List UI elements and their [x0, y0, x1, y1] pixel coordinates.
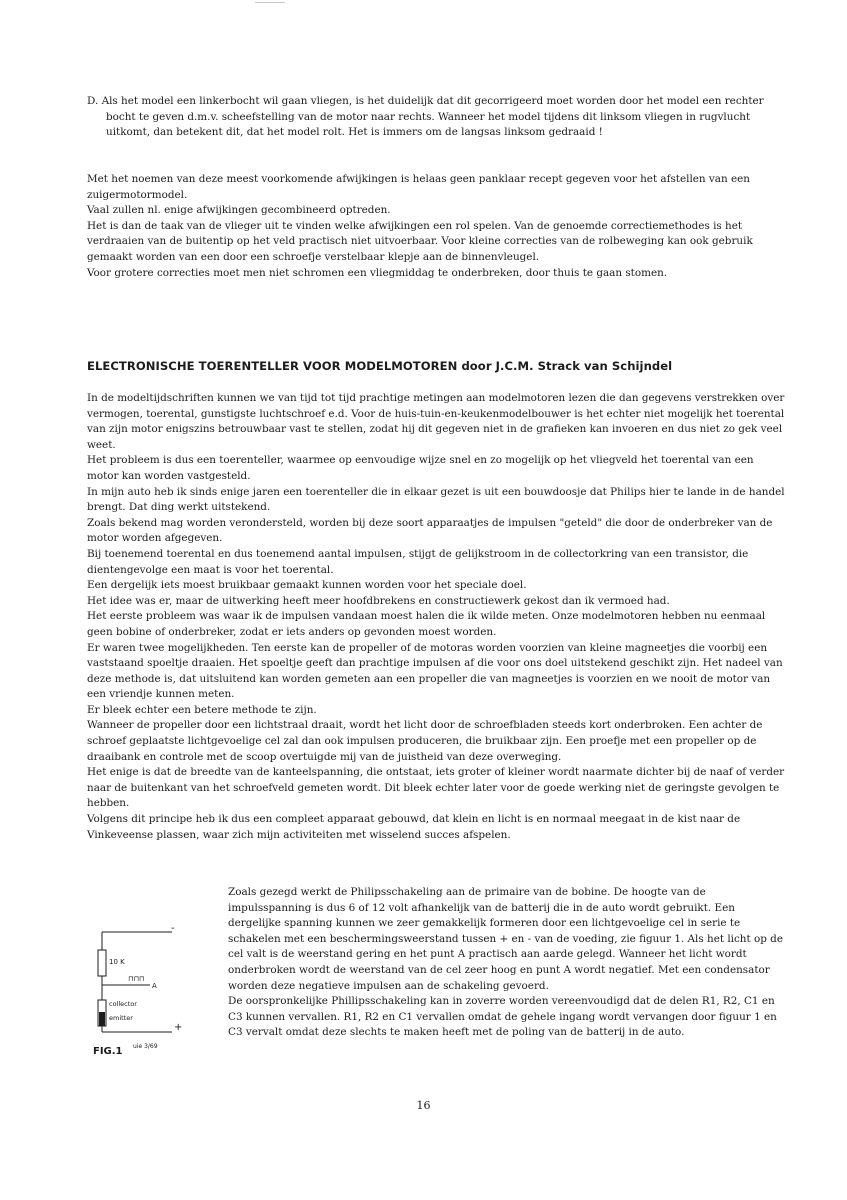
paragraph: Bij toenemend toerental en dus toenemend aantal impulsen, stijgt de gelijkstroom in de collectorkring van een transistor, die dientengevolge een maat is voor het toerental.	[87, 547, 749, 576]
paragraph: In de modeltijdschriften kunnen we van tijd tot tijd prachtige metingen aan modelmotoren lezen die dan gegevens verstrekken over vermogen, toerental, gunstigste luchtschroef e.d. Voor de huis-tuin-en-keukenmodelbouwer is het echter niet mogelijk het toerental van zijn motor enigszins betrouwbaar vast te stellen, zodat hij dit gegeven niet in de grafieken kan invoeren en dus niet zo gek veel weet.	[87, 392, 785, 451]
emitter-label: emitter	[109, 1014, 133, 1022]
page-number: 16	[416, 1099, 431, 1112]
paragraph: Het idee was er, maar de uitwerking heeft meer hoofdbrekens en constructiewerk gekost dan ik vermoed had.	[87, 594, 670, 607]
paragraph: Een dergelijk iets moest bruikbaar gemaakt kunnen worden voor het speciale doel.	[87, 579, 527, 592]
article-heading: ELECTRONISCHE TOERENTELLER VOOR MODELMOTOREN door J.C.M. Strack van Schijndel	[87, 359, 673, 373]
section-d-marker: D.	[87, 95, 99, 107]
paragraph: Voor grotere correcties moet men niet schromen een vliegmiddag te onderbreken, door thuis te gaan stomen.	[87, 266, 668, 279]
minus-label: -	[171, 923, 175, 934]
circuit-figure	[88, 920, 208, 1060]
figure-caption: FIG.1	[93, 1046, 123, 1057]
point-a-label: A	[152, 982, 157, 990]
scan-mark	[255, 2, 285, 3]
paragraph: Zoals gezegd werkt de Philipsschakeling aan de primaire van de bobine. De hoogte van de impulsspanning is dus 6 of 12 volt afhankelijk van de batterij die in de auto wordt gebruikt. Een dergelijke spanning kunnen we zeer gemakkelijk formeren door een lichtgevoelige cel in serie te schakelen met een beschermingsweerstand tussen + en - van de voeding, zie figuur 1. Als het licht op de cel valt is de weerstand gering en het punt A practisch aan aarde gelegd. Wanneer het licht wordt onderbroken wordt de weerstand van de cel zeer hoog en punt A wordt negatief. Met een condensator worden deze negatieve impulsen aan de schakeling gevoerd.	[228, 886, 783, 992]
paragraph: Met het noemen van deze meest voorkomende afwijkingen is helaas geen panklaar recept gegeven voor het afstellen van een zuigermotormodel.	[87, 173, 750, 201]
resistor-label: 10 K	[109, 958, 125, 966]
article-body-beside-figure	[228, 885, 783, 1041]
section-d	[87, 94, 787, 141]
plus-label: +	[174, 1022, 183, 1033]
figure-source-note: uie 3/69	[133, 1043, 158, 1050]
collector-label: collector	[109, 1000, 137, 1008]
intro-paragraphs	[87, 172, 787, 281]
paragraph: Zoals bekend mag worden verondersteld, worden bij deze soort apparaatjes de impulsen "geteld" die door de onderbreker van de motor worden afgegeven.	[87, 516, 773, 545]
paragraph: Volgens dit principe heb ik dus een compleet apparaat gebouwd, dat klein en licht is en normaal meegaat in de kist naar de Vinkeveense plassen, waar zich mijn activiteiten met wisselend succes afspelen.	[87, 813, 741, 841]
paragraph: Er waren twee mogelijkheden. Ten eerste kan de propeller of de motoras worden voorzien van kleine magneetjes die voorbij een vaststaand spoeltje draaien. Het spoeltje geeft dan prachtige impulsen af die voor ons doel uitstekend geschikt zijn. Het nadeel van deze methode is, dat uitsluitend kan worden gemeten aan een propeller die van magneetjes is voorzien en we nooit de motor van een vriendje kunnen meten.	[87, 641, 783, 701]
photocell-fill	[99, 1012, 105, 1026]
section-d-text: Als het model een linkerbocht wil gaan vliegen, is het duidelijk dat dit gecorrigeerd moet worden door het model een rechter bocht te geven d.m.v. scheefstelling van de motor naar rechts. Wanneer het model tijdens dit linksom vliegen in rugvlucht uitkomt, dan betekent dit, dat het model rolt. Het is immers om de langsas linksom gedraaid !	[101, 95, 764, 139]
paragraph: Het enige is dat de breedte van de kanteelspanning, die ontstaat, iets groter of kleiner wordt naarmate dichter bij de naaf of verder naar de buitenkant van het schroefveld gemeten wordt. Dit bleek echter later voor de goede werking niet de geringste gevolgen te hebben.	[87, 766, 785, 810]
paragraph: De oorspronkelijke Phillipsschakeling kan in zoverre worden vereenvoudigd dat de delen R1, R2, C1 en C3 kunnen vervallen. R1, R2 en C1 vervallen omdat de gehele ingang wordt vervangen door figuur 1 en C3 vervalt omdat deze slechts te maken heeft met de poling van de batterij in de auto.	[228, 995, 777, 1039]
paragraph: Het probleem is dus een toerenteller, waarmee op eenvoudige wijze snel en zo mogelijk op het vliegveld het toerental van een motor kan worden vastgesteld.	[87, 454, 754, 482]
article-body	[87, 391, 787, 843]
paragraph: Vaal zullen nl. enige afwijkingen gecombineerd optreden.	[87, 204, 391, 217]
paragraph: In mijn auto heb ik sinds enige jaren een toerenteller die in elkaar gezet is uit een bouwdoosje dat Philips hier te lande in de handel brengt. Dat ding werkt uitstekend.	[87, 485, 785, 514]
paragraph: Wanneer de propeller door een lichtstraal draait, wordt het licht door de schroefbladen steeds kort onderbroken. Een achter de schroef geplaatste lichtgevoelige cel zal dan ook impulsen produceren, die bruikbaar zijn. Een proefje met een propeller op de draaibank en controle met de scoop overtuigde mij van de juistheid van deze overweging.	[87, 719, 763, 763]
paragraph: Het eerste probleem was waar ik de impulsen vandaan moest halen die ik wilde meten. Onze modelmotoren hebben nu eenmaal geen bobine of onderbreker, zodat er iets anders op gevonden moest worden.	[87, 610, 766, 638]
pulse-symbol: ⊓⊓⊓	[128, 975, 145, 983]
paragraph: Er bleek echter een betere methode te zijn.	[87, 703, 317, 716]
paragraph: Het is dan de taak van de vlieger uit te vinden welke afwijkingen een rol spelen. Van de genoemde correctiemethodes is het verdraaien van de buitentip op het veld practisch niet uitvoerbaar. Voor kleine correcties van de rolbeweging kan ook gebruik gemaakt worden van een door een schroefje verstelbaar klepje aan de binnenvleugel.	[87, 219, 753, 263]
resistor-symbol	[98, 950, 106, 976]
